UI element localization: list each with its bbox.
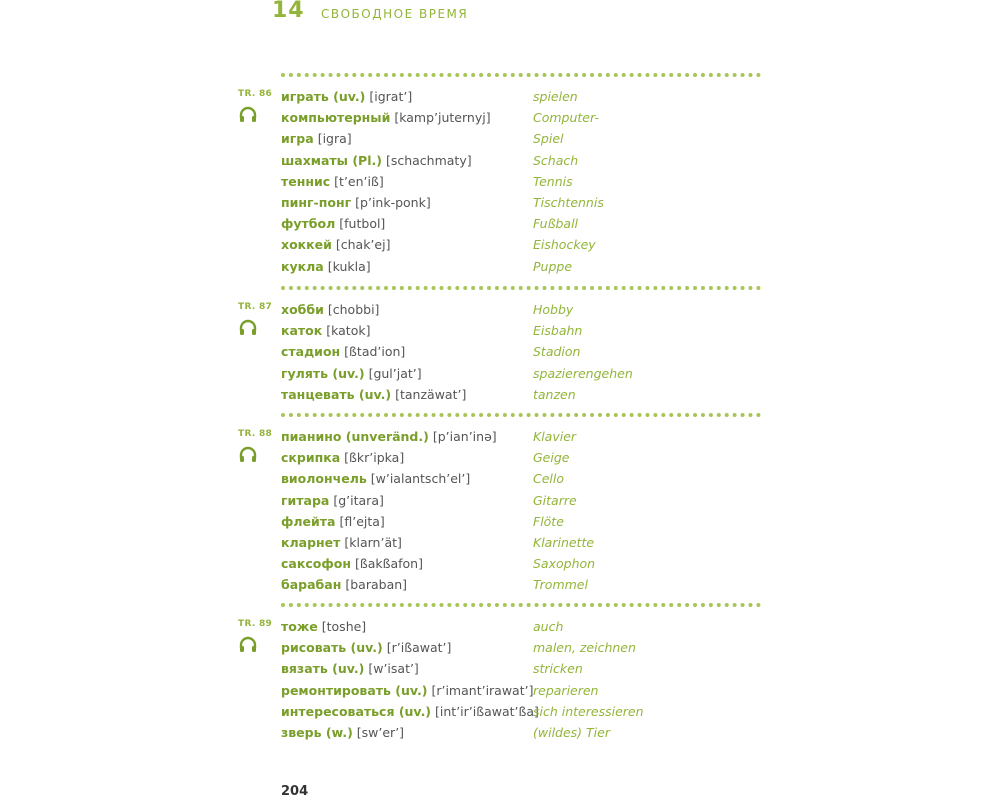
russian-word-text: каток	[281, 323, 323, 339]
transliteration: [t’en’iß]	[334, 173, 384, 189]
vocab-row	[281, 450, 801, 471]
transliteration: [r’ißawat’]	[386, 640, 452, 656]
german-translation: Saxophon	[533, 556, 596, 572]
track-label: TR. 86	[238, 89, 273, 99]
vocab-row	[281, 429, 801, 450]
russian-word	[281, 153, 472, 168]
german-translation: malen, zeichnen	[533, 640, 636, 656]
vocab-row	[281, 725, 801, 746]
transliteration: [igrat’]	[369, 89, 413, 104]
russian-word-text: хоккей	[281, 237, 332, 253]
transliteration: [chobbi]	[327, 302, 380, 317]
russian-word	[281, 89, 412, 104]
russian-word-text: пианино (unveränd.)	[281, 429, 429, 444]
russian-word-text: виолончель	[281, 471, 367, 487]
german-translation: Cello	[533, 471, 565, 487]
track-label: TR. 87	[238, 302, 273, 312]
headphones-icon[interactable]	[238, 446, 258, 464]
russian-word-text: барабан	[281, 577, 342, 593]
track-label: TR. 88	[238, 429, 273, 439]
russian-word	[281, 259, 371, 274]
transliteration: [g’itara]	[333, 492, 384, 508]
russian-word-text: играть (uv.)	[281, 89, 366, 104]
transliteration: [int’ir’ißawat’ßa]	[435, 703, 539, 719]
russian-word-text: хобби	[281, 302, 324, 317]
russian-word	[281, 323, 370, 338]
russian-word-text: тоже	[281, 619, 318, 634]
chapter-number: 14	[272, 0, 305, 23]
russian-word	[281, 216, 385, 231]
vocab-row	[281, 493, 801, 514]
german-translation: Flöte	[533, 513, 564, 529]
german-translation: sich interessieren	[533, 703, 644, 719]
transliteration: [sw’er’]	[356, 725, 405, 740]
russian-word-text: игра	[281, 131, 314, 147]
transliteration: [igra]	[317, 131, 352, 147]
vocab-row	[281, 556, 801, 577]
vocab-row	[281, 174, 801, 195]
russian-word-text: саксофон	[281, 556, 351, 572]
transliteration: [schachmaty]	[385, 152, 472, 168]
vocab-row	[281, 216, 801, 237]
vocab-row	[281, 619, 801, 640]
russian-word	[281, 556, 423, 571]
vocab-row	[281, 323, 801, 344]
transliteration: [ßkr’ipka]	[344, 450, 405, 466]
transliteration: [futbol]	[339, 216, 386, 232]
transliteration: [baraban]	[345, 577, 408, 593]
vocab-row	[281, 704, 801, 725]
russian-word	[281, 344, 405, 359]
vocab-row	[281, 387, 801, 408]
vocab-row	[281, 471, 801, 492]
transliteration: [chak’ej]	[335, 237, 391, 253]
russian-word-text: кукла	[281, 258, 324, 274]
russian-word	[281, 110, 491, 125]
vocab-row	[281, 366, 801, 387]
russian-word-text: футбол	[281, 216, 336, 232]
section-divider	[281, 413, 761, 417]
russian-word	[281, 131, 352, 146]
russian-word	[281, 366, 422, 381]
russian-word	[281, 493, 384, 508]
vocab-row	[281, 89, 801, 110]
russian-word	[281, 683, 533, 698]
german-translation: spazierengehen	[533, 365, 633, 381]
german-translation: Eishockey	[533, 237, 596, 253]
transliteration: [katok]	[326, 323, 371, 339]
vocab-row	[281, 195, 801, 216]
vocab-row	[281, 259, 801, 280]
russian-word	[281, 387, 466, 402]
russian-word	[281, 619, 366, 634]
headphones-icon[interactable]	[238, 106, 258, 124]
vocab-row	[281, 131, 801, 152]
german-translation: Trommel	[533, 577, 588, 593]
transliteration: [w’ialantsch’el’]	[370, 471, 471, 487]
russian-word-text: вязать (uv.)	[281, 661, 365, 677]
vocab-row	[281, 640, 801, 661]
transliteration: [p’ink-ponk]	[355, 195, 431, 210]
german-translation: spielen	[533, 89, 578, 104]
transliteration: [kukla]	[327, 258, 371, 274]
transliteration: [w’isat’]	[368, 661, 419, 677]
transliteration: [toshe]	[321, 619, 367, 634]
german-translation: stricken	[533, 661, 583, 677]
german-translation: Tischtennis	[533, 195, 604, 210]
russian-word-text: пинг-понг	[281, 195, 352, 210]
page-number: 204	[281, 784, 309, 799]
vocab-row	[281, 535, 801, 556]
transliteration: [kamp’juternyj]	[394, 110, 491, 126]
german-translation: tanzen	[533, 386, 576, 402]
german-translation: (wildes) Tier	[533, 725, 610, 740]
headphones-icon[interactable]	[238, 636, 258, 654]
russian-word	[281, 195, 431, 210]
transliteration: [gul’jat’]	[368, 365, 422, 381]
russian-word	[281, 450, 404, 465]
german-translation: Hobby	[533, 302, 574, 317]
german-translation: Stadion	[533, 344, 581, 360]
russian-word-text: гулять (uv.)	[281, 365, 365, 381]
russian-word-text: гитара	[281, 492, 330, 508]
russian-word-text: ремонтировать (uv.)	[281, 682, 428, 698]
russian-word	[281, 577, 407, 592]
transliteration: [ßakßafon]	[354, 556, 423, 572]
headphones-icon[interactable]	[238, 319, 258, 337]
transliteration: [ßtad’ion]	[344, 344, 406, 360]
russian-word	[281, 704, 539, 719]
vocab-row	[281, 344, 801, 365]
russian-word	[281, 429, 497, 444]
transliteration: [klarn’ät]	[344, 535, 402, 550]
german-translation: Schach	[533, 152, 579, 168]
vocab-row	[281, 514, 801, 535]
german-translation: reparieren	[533, 682, 599, 698]
vocab-row	[281, 237, 801, 258]
vocab-row	[281, 661, 801, 682]
russian-word	[281, 514, 385, 529]
german-translation: Tennis	[533, 173, 573, 189]
german-translation: Spiel	[533, 131, 564, 147]
vocab-row	[281, 302, 801, 323]
vocab-row	[281, 577, 801, 598]
russian-word-text: компьютерный	[281, 110, 391, 126]
section-divider	[281, 286, 761, 290]
chapter-title: СВОБОДНОЕ ВРЕМЯ	[321, 7, 469, 21]
russian-word-text: стадион	[281, 344, 341, 360]
transliteration: [tanzäwat’]	[395, 386, 467, 402]
russian-word	[281, 237, 390, 252]
german-translation: Computer-	[533, 110, 599, 126]
section-divider	[281, 603, 761, 607]
russian-word	[281, 640, 451, 655]
russian-word-text: скрипка	[281, 450, 341, 466]
vocab-row	[281, 110, 801, 131]
transliteration: [r’imant’irawat’]	[431, 682, 534, 698]
russian-word-text: флейта	[281, 513, 336, 529]
german-translation: Klavier	[533, 429, 577, 444]
german-translation: auch	[533, 619, 564, 634]
russian-word	[281, 535, 402, 550]
german-translation: Geige	[533, 450, 570, 466]
russian-word-text: теннис	[281, 173, 331, 189]
russian-word	[281, 661, 419, 676]
russian-word-text: шахматы (Pl.)	[281, 152, 382, 168]
german-translation: Puppe	[533, 258, 573, 274]
russian-word	[281, 471, 470, 486]
russian-word-text: зверь (w.)	[281, 725, 353, 740]
german-translation: Eisbahn	[533, 323, 583, 339]
track-label: TR. 89	[238, 619, 273, 629]
russian-word	[281, 302, 379, 317]
german-translation: Klarinette	[533, 535, 595, 550]
russian-word-text: кларнет	[281, 535, 341, 550]
russian-word	[281, 725, 404, 740]
russian-word-text: интересоваться (uv.)	[281, 703, 432, 719]
vocab-row	[281, 153, 801, 174]
russian-word-text: рисовать (uv.)	[281, 640, 383, 656]
russian-word-text: танцевать (uv.)	[281, 386, 392, 402]
russian-word	[281, 174, 384, 189]
section-divider	[281, 73, 761, 77]
vocab-row	[281, 683, 801, 704]
german-translation: Fußball	[533, 216, 579, 232]
transliteration: [fl’ejta]	[339, 513, 385, 529]
transliteration: [p’ian’inə]	[432, 429, 497, 444]
german-translation: Gitarre	[533, 492, 577, 508]
